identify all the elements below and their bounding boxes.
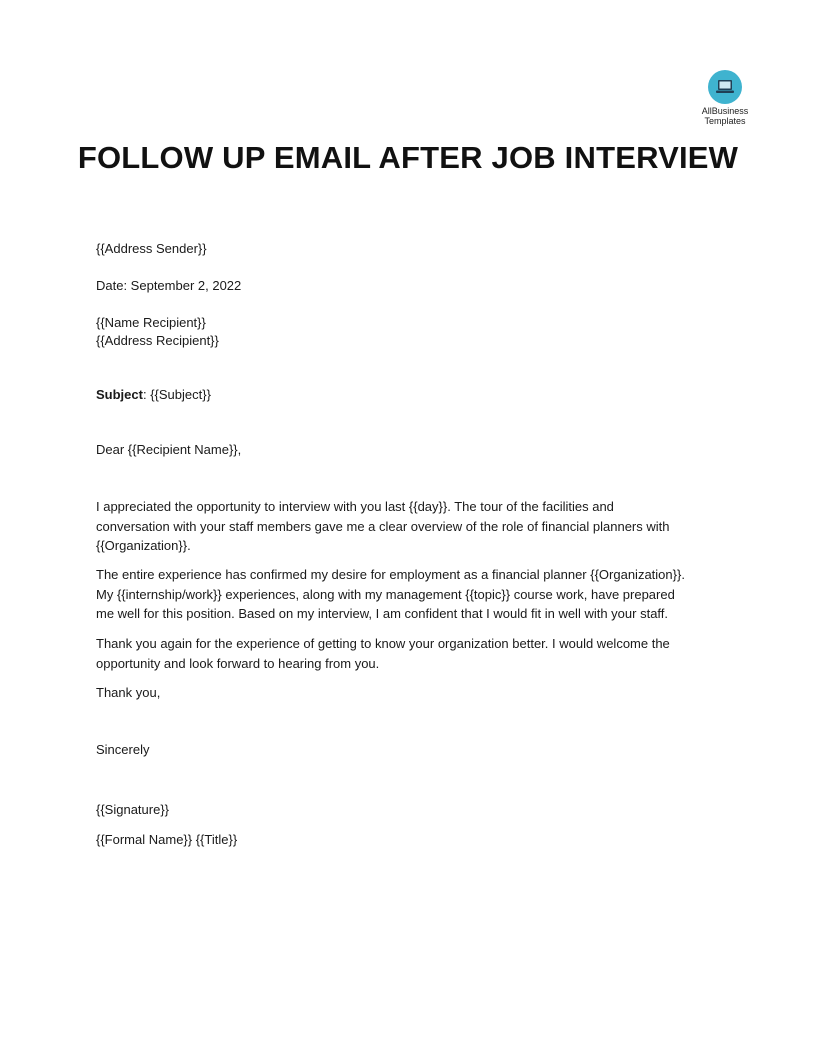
paragraph-2 xyxy=(96,565,716,624)
paragraph-3-line-2: opportunity and look forward to hearing from you. xyxy=(96,655,380,671)
subject-value: : {{Subject}} xyxy=(142,387,211,402)
thanks-line: Thank you, xyxy=(96,685,161,700)
paragraph-1-line-3: {{Organization}}. xyxy=(96,538,191,553)
paragraph-1 xyxy=(96,497,716,556)
signature-line: {{Signature}} xyxy=(96,802,170,817)
laptop-icon xyxy=(708,70,742,104)
address-sender: {{Address Sender}} xyxy=(96,241,207,256)
paragraph-2-line-2: My {{internship/work}} experiences, along with my management {{topic}} course work, have prepared xyxy=(96,586,675,602)
formal-name-line: {{Formal Name}} {{Title}} xyxy=(96,832,238,847)
date-line: Date: September 2, 2022 xyxy=(96,278,242,293)
address-recipient: {{Address Recipient}} xyxy=(96,333,219,348)
allbusiness-templates-logo xyxy=(694,70,756,126)
name-recipient: {{Name Recipient}} xyxy=(96,315,206,330)
closing-line: Sincerely xyxy=(96,742,150,757)
logo-text-line1: AllBusiness xyxy=(701,106,749,116)
subject-line xyxy=(96,385,716,405)
paragraph-1-line-2: conversation with your staff members gave me a clear overview of the role of financial planners with xyxy=(96,518,670,534)
paragraph-1-line-1: I appreciated the opportunity to interview with you last {{day}}. The tour of the facilities and xyxy=(96,499,614,514)
greeting: Dear {{Recipient Name}}, xyxy=(96,442,242,457)
paragraph-2-line-3: me well for this position. Based on my interview, I am confident that I would fit in well with your staff. xyxy=(96,606,669,621)
subject-label: Subject xyxy=(96,387,143,402)
document-title: FOLLOW UP EMAIL AFTER JOB INTERVIEW xyxy=(77,140,739,175)
paragraph-2-line-1: The entire experience has confirmed my desire for employment as a financial planner {{Organization}}. xyxy=(96,567,685,582)
paragraph-3-line-1: Thank you again for the experience of getting to know your organization better. I would welcome the xyxy=(96,636,670,651)
paragraph-3 xyxy=(96,634,716,673)
logo-text-line2: Templates xyxy=(704,116,746,126)
